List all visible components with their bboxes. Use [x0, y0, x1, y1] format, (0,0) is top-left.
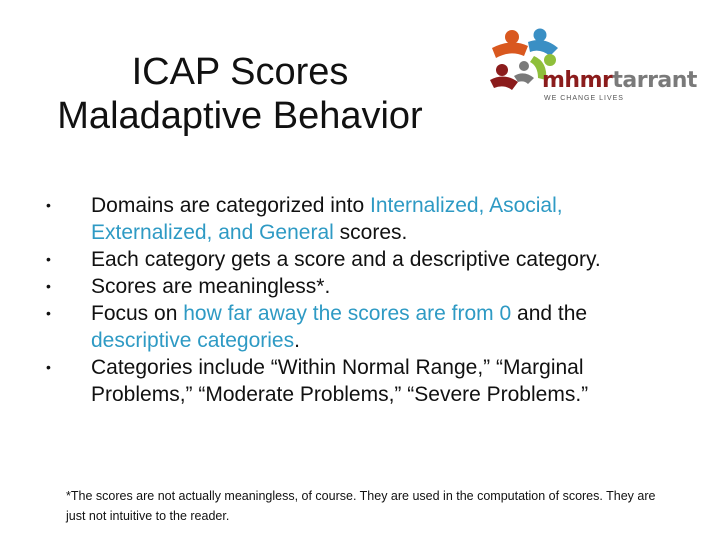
bullet-text: Focus on [91, 302, 184, 325]
bullet-dot-icon: • [46, 251, 51, 267]
bullet-item [40, 192, 680, 246]
bullet-dot-icon: • [46, 197, 51, 213]
bullet-dot-icon: • [46, 305, 51, 321]
bullet-text: Scores are meaningless*. [91, 275, 331, 298]
bullet-text: Categories include “Within Normal Range,” “Marginal Problems,” “Moderate Problems,” “Severe Problems.” [91, 356, 589, 406]
footnote: *The scores are not actually meaningless, of course. They are used in the computation of scores. They are just not intuitive to the reader. [66, 489, 656, 523]
logo-wordmark-mhmr: mhmr [542, 68, 613, 93]
bullet-dot-icon: • [46, 278, 51, 294]
logo-figure-head-red [496, 64, 508, 76]
bullet-item [40, 354, 680, 408]
logo-tagline: WE CHANGE LIVES [544, 95, 624, 102]
highlighted-text: how far away the scores are from 0 [183, 302, 512, 325]
bullet-text: and the [511, 302, 588, 325]
highlighted-text: Internalized, Asocial, Externalized, and General [91, 194, 563, 244]
logo-figure-head-gray [519, 61, 529, 71]
bullet-item [40, 246, 680, 273]
logo-wordmark [542, 70, 697, 92]
slide-title-line-1: ICAP Scores [131, 51, 349, 93]
logo-figure-head-blue [534, 29, 547, 42]
bullet-item [40, 300, 680, 354]
logo-wordmark-tarrant: tarrant [612, 68, 697, 93]
bullet-item [40, 273, 680, 300]
mhmr-tarrant-logo [484, 26, 704, 110]
bullet-text: Each category gets a score and a descriptive category. [91, 248, 601, 271]
bullet-dot-icon: • [46, 359, 51, 375]
bullet-text: scores. [333, 221, 408, 244]
highlighted-text: descriptive categories [91, 329, 295, 352]
logo-figure-body-blue [528, 40, 558, 56]
slide-title-line-2: Maladaptive Behavior [57, 95, 423, 137]
bullet-list [40, 192, 680, 408]
logo-figure-head-orange [505, 30, 519, 44]
logo-figure-body-orange [492, 42, 528, 58]
slide-title [20, 50, 460, 138]
bullet-text: Domains are categorized into [91, 194, 370, 217]
logo-figure-head-green [544, 54, 556, 66]
bullet-text: . [294, 329, 300, 352]
logo-figure-body-red [490, 76, 518, 90]
